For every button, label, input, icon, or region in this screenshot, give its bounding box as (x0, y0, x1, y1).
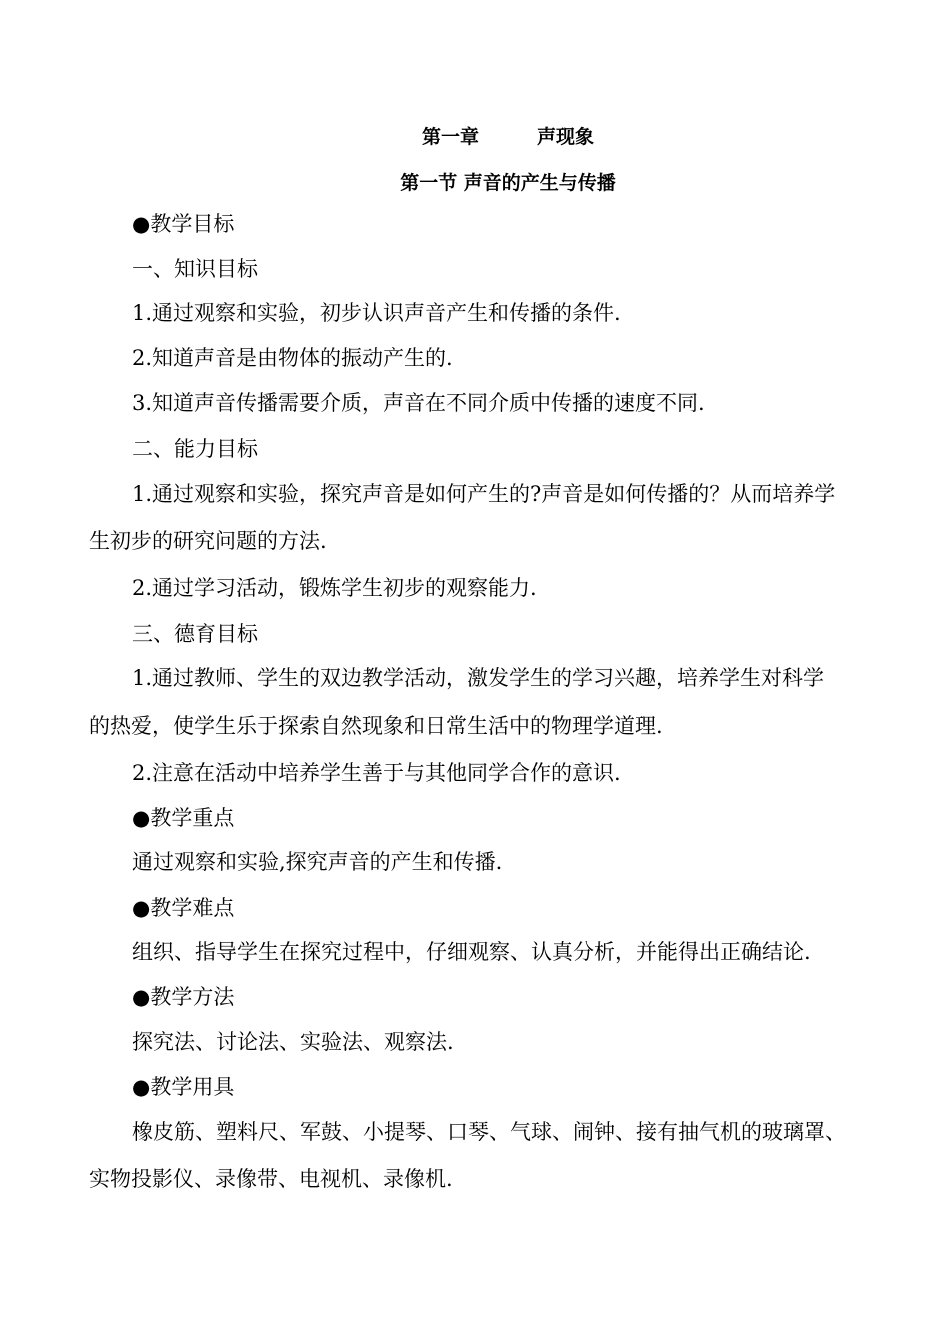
subheading-knowledge-objectives: 一、知识目标 (132, 257, 258, 281)
chapter-name: 声现象 (537, 126, 595, 148)
heading-teaching-difficulty: ●教学难点 (132, 896, 235, 920)
paragraph-line: 的热爱，使学生乐于探索自然现象和日常生活中的物理学道理. (89, 714, 663, 738)
paragraph-line: 1.通过观察和实验，探究声音是如何产生的?声音是如何传播的？从而培养学 (132, 482, 836, 506)
subheading-ability-objectives: 二、能力目标 (132, 437, 258, 461)
paragraph-line: 探究法、讨论法、实验法、观察法. (132, 1030, 454, 1054)
paragraph-line: 2.注意在活动中培养学生善于与其他同学合作的意识. (132, 761, 621, 785)
paragraph-line: 生初步的研究问题的方法. (89, 529, 327, 553)
chapter-title (0, 122, 950, 149)
paragraph-line: 组织、指导学生在探究过程中，仔细观察、认真分析，并能得出正确结论. (132, 940, 811, 964)
paragraph-line: 1.通过教师、学生的双边教学活动，激发学生的学习兴趣，培养学生对科学 (132, 666, 825, 690)
chapter-label: 第一章 (421, 126, 479, 148)
subheading-moral-objectives: 三、德育目标 (132, 622, 258, 646)
paragraph-line: 3.知道声音传播需要介质，声音在不同介质中传播的速度不同. (132, 391, 705, 415)
heading-teaching-tools: ●教学用具 (132, 1075, 235, 1099)
heading-teaching-objectives: ●教学目标 (132, 212, 235, 236)
section-title: 第一节 声音的产生与传播 (400, 172, 616, 194)
paragraph-line: 实物投影仪、录像带、电视机、录像机. (89, 1167, 453, 1191)
paragraph-line: 1.通过观察和实验，初步认识声音产生和传播的条件. (132, 301, 621, 325)
heading-teaching-methods: ●教学方法 (132, 985, 235, 1009)
paragraph-line: 通过观察和实验,探究声音的产生和传播. (132, 850, 503, 874)
paragraph-line: 橡皮筋、塑料尺、军鼓、小提琴、口琴、气球、闹钟、接有抽气机的玻璃罩、 (132, 1120, 846, 1144)
paragraph-line: 2.通过学习活动，锻炼学生初步的观察能力. (132, 576, 537, 600)
paragraph-line: 2.知道声音是由物体的振动产生的. (132, 346, 453, 370)
heading-teaching-focus: ●教学重点 (132, 806, 235, 830)
